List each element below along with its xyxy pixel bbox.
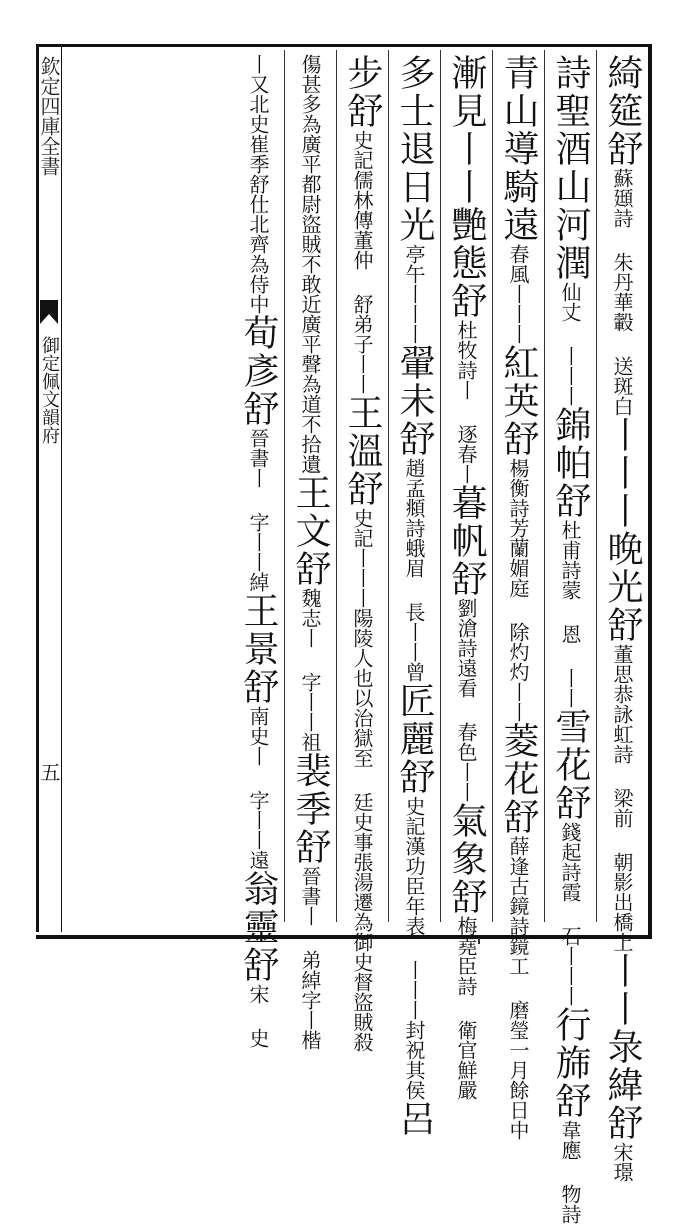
- annotation: 春風丨丨丨: [506, 244, 530, 344]
- annotation: 遠: [246, 850, 270, 870]
- headword: 錦帕舒: [550, 406, 591, 520]
- annotation: 錢起詩霞 石丨丨丨: [558, 822, 582, 1006]
- headword: 匠麗舒: [394, 682, 435, 796]
- annotation: 蘇頲詩 朱丹華轂 送斑白: [610, 168, 634, 416]
- margin-page-number: 五: [37, 762, 61, 782]
- annotation: 敢近廣平聲為道不拾遺: [298, 274, 322, 474]
- annotation: 魏志丨 字丨丨: [298, 588, 322, 732]
- headword: 翁靈舒: [238, 870, 279, 984]
- annotation: 劉滄詩遠看 春色丨丨: [454, 598, 478, 802]
- fish-tail-mark-icon: [38, 298, 60, 326]
- headword: 綺筵舒: [602, 54, 643, 168]
- headword: 紅英舒: [498, 344, 539, 458]
- annotation: 丨又北史崔季舒: [246, 54, 270, 194]
- headword: 丨丨: [602, 952, 643, 1028]
- text-column: [388, 50, 440, 1138]
- text-column: [596, 50, 648, 1182]
- headword: 多士退日光: [394, 54, 435, 244]
- annotation: 杜牧詩丨 逐春丨: [454, 320, 478, 484]
- annotation: 晉書丨 弟綽字丨: [298, 866, 322, 1030]
- annotation: 韋應 物詩: [558, 1120, 582, 1224]
- headword: 翬未舒: [394, 344, 435, 458]
- annotation: 史記漢功臣年表 丨丨丨封祝其侯: [402, 796, 426, 1100]
- text-columns: [62, 50, 648, 1224]
- text-column: [440, 50, 492, 1100]
- headword: 青山導騎遠: [498, 54, 539, 244]
- annotation: 薛逢古鏡詩鏡工 磨瑩一月餘日中: [506, 836, 530, 1140]
- text-column: [492, 50, 544, 1140]
- text-column: [232, 50, 284, 1048]
- text-column: [336, 50, 388, 1052]
- headword: 暮帆舒: [446, 484, 487, 598]
- annotation: 綽: [246, 572, 270, 592]
- margin-series-title: 欽定四庫全書: [37, 56, 61, 176]
- headword: 雪花舒: [550, 708, 591, 822]
- annotation: 梅堯臣詩 衛官鮮嚴: [454, 916, 478, 1100]
- annotation: 宋 史: [246, 984, 270, 1048]
- margin-book-title: 御定佩文韻府: [39, 336, 60, 444]
- annotation: 仙丈 丨丨丨: [558, 282, 582, 406]
- headword: 艷態舒: [446, 206, 487, 320]
- headword: 步舒: [342, 54, 383, 130]
- headword: 呂: [394, 1100, 435, 1138]
- headword: 行旆舒: [550, 1006, 591, 1120]
- headword: 彔緯舒: [602, 1028, 643, 1142]
- headword: 菱花舒: [498, 722, 539, 836]
- annotation: 楷: [298, 1030, 322, 1050]
- text-column: [544, 50, 596, 1224]
- headword: 漸見丨丨: [446, 54, 487, 206]
- bottom-mark: [478, 938, 480, 944]
- headword: 王文舒: [290, 474, 331, 588]
- annotation: 南史丨 字丨丨: [246, 706, 270, 850]
- annotation: 趙孟頫詩蛾眉 長丨丨曾: [402, 458, 426, 682]
- annotation: 傷甚多為廣平都尉盜賊不: [298, 54, 322, 274]
- annotation: 史記儒林傳董仲 舒弟子丨丨: [350, 130, 374, 394]
- annotation: 楊衡詩芳蘭媚庭 除灼灼丨丨: [506, 458, 530, 722]
- annotation: 晉書丨 字丨丨: [246, 428, 270, 572]
- annotation: 董思恭詠虹詩 梁前 朝影出橋上: [610, 644, 634, 952]
- headword: 晚光舒: [602, 530, 643, 644]
- headword: 丨丨丨: [602, 416, 643, 530]
- annotation: 杜甫詩蒙 恩 丨丨: [558, 520, 582, 708]
- headword: 裴季舒: [290, 752, 331, 866]
- headword: 荀彥舒: [238, 314, 279, 428]
- annotation: 祖: [298, 732, 322, 752]
- headword: 王溫舒: [342, 394, 383, 508]
- annotation: 宋璟: [610, 1142, 634, 1182]
- text-column: [284, 50, 336, 1050]
- headword: 氣象舒: [446, 802, 487, 916]
- headword: 王景舒: [238, 592, 279, 706]
- annotation: 仕北齊為侍中: [246, 194, 270, 314]
- annotation: 史記丨丨丨陽陵人也以治獄至 廷史事張湯遷為御史督盜賊殺: [350, 508, 374, 1052]
- annotation: 亭午丨丨丨: [402, 244, 426, 344]
- headword: 詩聖酒山河潤: [550, 54, 591, 282]
